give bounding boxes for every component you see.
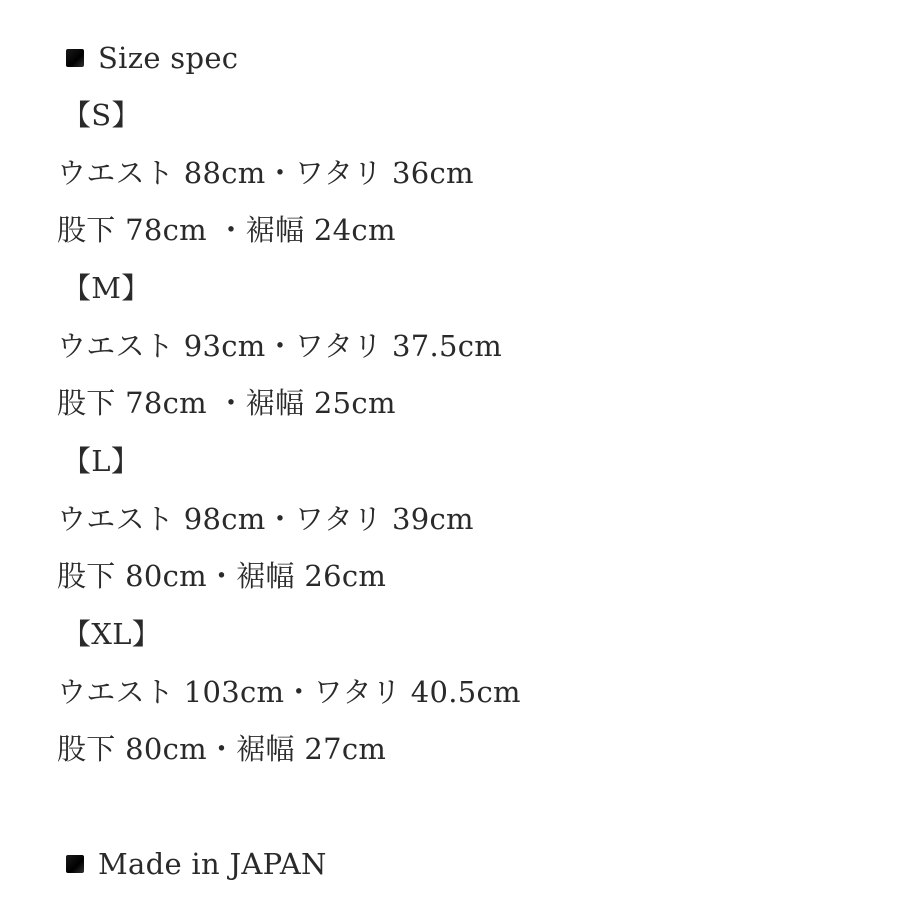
size-label-xl: 【XL】 xyxy=(62,617,162,651)
size-xl-waist-thigh: ウエスト 103cm・ワタリ 40.5cm xyxy=(57,675,521,709)
black-square-icon xyxy=(66,49,84,67)
size-m-inseam-hem: 股下 78cm ・裾幅 25cm xyxy=(57,386,396,420)
size-spec-title: Size spec xyxy=(98,41,239,75)
size-spec-heading xyxy=(66,40,238,76)
black-square-icon xyxy=(66,855,84,873)
origin-text: Made in JAPAN xyxy=(98,847,327,881)
size-xl-inseam-hem: 股下 80cm・裾幅 27cm xyxy=(57,732,387,766)
size-l-waist-thigh: ウエスト 98cm・ワタリ 39cm xyxy=(57,502,474,536)
size-label-l: 【L】 xyxy=(62,444,141,478)
size-label-m: 【M】 xyxy=(62,271,151,305)
size-m-waist-thigh: ウエスト 93cm・ワタリ 37.5cm xyxy=(57,329,503,363)
size-s-waist-thigh: ウエスト 88cm・ワタリ 36cm xyxy=(57,156,474,190)
size-s-inseam-hem: 股下 78cm ・裾幅 24cm xyxy=(57,213,396,247)
size-label-s: 【S】 xyxy=(62,98,141,132)
origin-line xyxy=(66,846,327,882)
size-l-inseam-hem: 股下 80cm・裾幅 26cm xyxy=(57,559,387,593)
